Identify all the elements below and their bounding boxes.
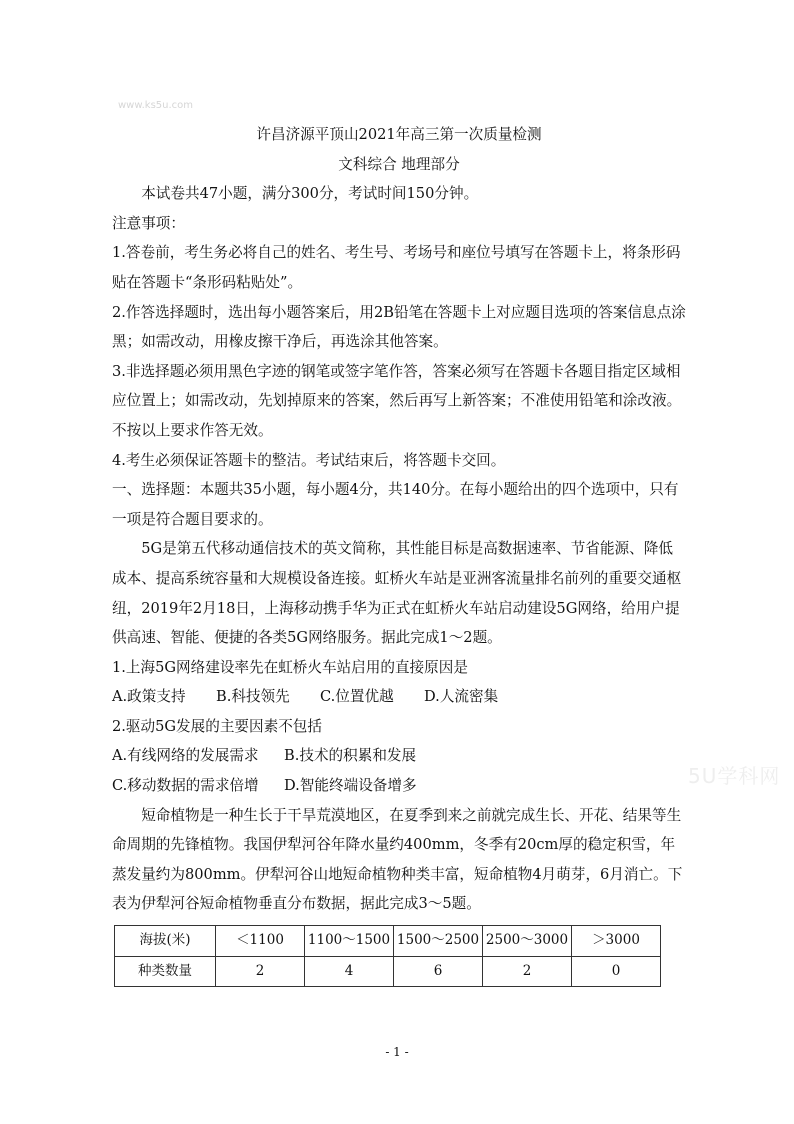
passage-5g: 5G是第五代移动通信技术的英文简称，其性能目标是高数据速率、节省能源、降低成本、提高系统容量和大规模设备连接。虹桥火车站是亚洲客流量排名前列的重要交通枢纽，2019年2月18日，上海移动携手华为正式在虹桥火车站启动建设5G网络，给用户提供高速、智能、便捷的各类5G网络服务。据此完成1～2题。 [112,540,682,647]
notice-item-3: 3.非选择题必须用黑色字迹的钢笔或签字笔作答，答案必须写在答题卡各题目指定区域相应位置上；如需改动，先划掉原来的答案，然后再写上新答案；不准使用铅笔和涂改液。不按以上要求作答无效。 [112,362,682,439]
q1-option-c: C.位置优越 [320,688,394,706]
altitude-species-table [114,925,661,987]
notice-item-2: 2.作答选择题时，选出每小题答案后，用2B铅笔在答题卡上对应题目选项的答案信息点涂黑；如需改动，用橡皮擦干净后，再选涂其他答案。 [112,303,686,351]
notice-heading: 注意事项： [112,214,185,232]
table-cell: 2 [483,956,572,987]
exam-page [112,118,686,987]
table-cell: 4 [305,956,394,987]
table-row [115,956,661,987]
watermark-text: www.ks5u.com [118,100,194,111]
question-1-options [112,682,686,712]
table-cell: 6 [394,956,483,987]
table-cell: 0 [572,956,661,987]
question-2-options-row-2 [112,771,686,801]
table-cell: ＞3000 [572,926,661,957]
table-cell: ＜1100 [216,926,305,957]
table-cell: 2500～3000 [483,926,572,957]
table-cell: 1500～2500 [394,926,483,957]
q2-option-a: A.有线网络的发展需求 [112,747,259,765]
q1-option-d: D.人流密集 [424,688,499,706]
q2-option-b: B.技术的积累和发展 [284,747,417,765]
page-subtitle: 文科综合 地理部分 [338,155,460,173]
q2-option-c: C.移动数据的需求倍增 [112,777,259,795]
q1-option-b: B.科技领先 [216,688,290,706]
question-1-stem: 1.上海5G网络建设率先在虹桥火车站启用的直接原因是 [112,658,468,676]
page-title: 许昌济源平顶山2021年高三第一次质量检测 [256,126,542,143]
table-cell: 2 [216,956,305,987]
question-2-stem: 2.驱动5G发展的主要因素不包括 [112,717,322,735]
table-cell: 1100～1500 [305,926,394,957]
intro-text: 本试卷共47小题，满分300分，考试时间150分钟。 [141,185,479,203]
table-cell: 种类数量 [115,956,216,987]
q2-option-d: D.智能终端设备增多 [284,777,417,795]
notice-item-4: 4.考生必须保证答题卡的整洁。考试结束后，将答题卡交回。 [112,451,506,469]
question-2-options-row-1 [112,741,686,771]
table-cell: 海拔(米) [115,926,216,957]
passage-ephemeral-plants: 短命植物是一种生长于干旱荒漠地区，在夏季到来之前就完成生长、开花、结果等生命周期的先锋植物。我国伊犁河谷年降水量约400mm，冬季有20cm厚的稳定积雪，年蒸发量约为800mm。伊犁河谷山地短命植物种类丰富，短命植物4月萌芽，6月消亡。下表为伊犁河谷短命植物垂直分布数据，据此完成3～5题。 [112,806,683,913]
table-row [115,926,661,957]
section-heading: 一、选择题：本题共35小题，每小题4分，共140分。在每小题给出的四个选项中，只有一项是符合题目要求的。 [112,481,679,528]
page-number: - 1 - [385,1045,409,1059]
q1-option-a: A.政策支持 [112,688,186,706]
notice-item-1: 1.答卷前，考生务必将自己的姓名、考生号、考场号和座位号填写在答题卡上，将条形码贴在答题卡“条形码粘贴处”。 [112,244,681,291]
stamp-text: 5U学科网 [688,764,781,788]
